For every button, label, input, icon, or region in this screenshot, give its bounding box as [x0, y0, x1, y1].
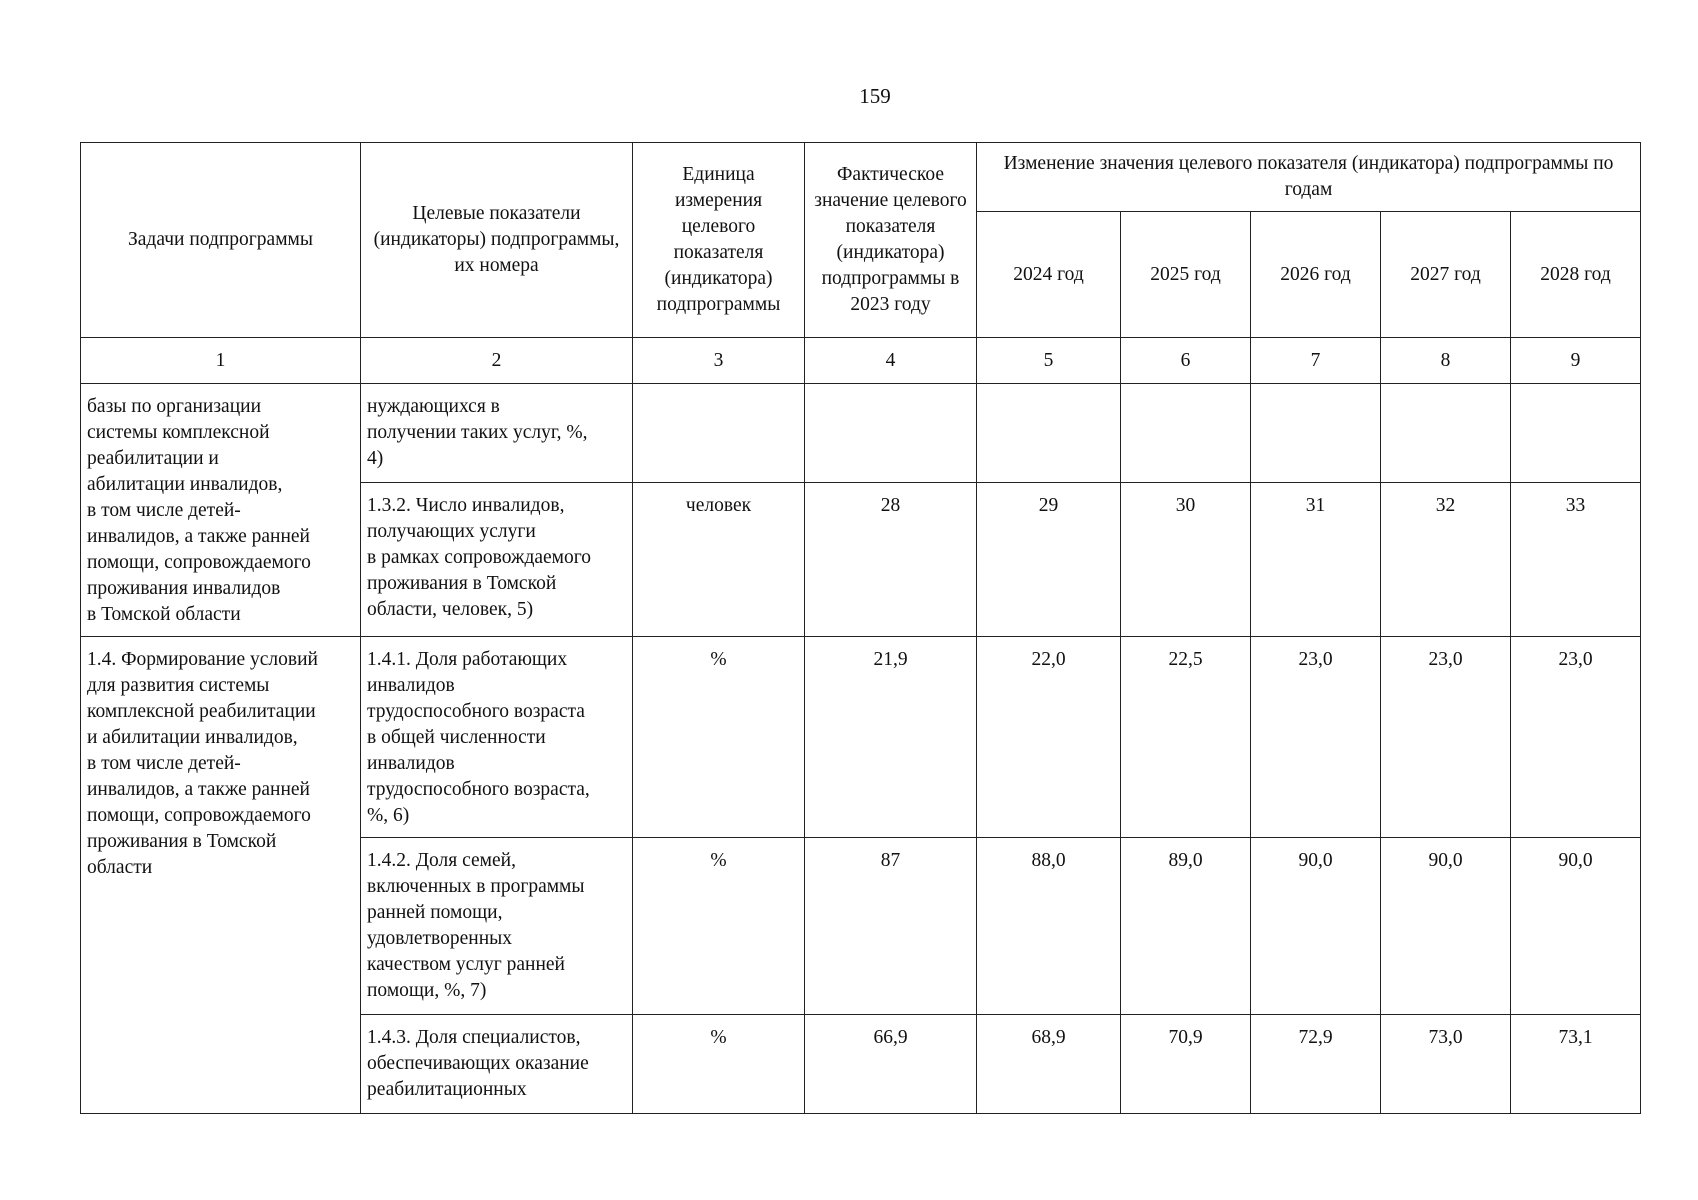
page-number: 159: [859, 84, 891, 108]
column-numbers-row: [81, 338, 1641, 384]
unit-cell: %: [633, 838, 805, 1015]
value-cell: 23,0: [1251, 637, 1381, 838]
unit-cell: %: [633, 637, 805, 838]
value-cell: 90,0: [1381, 838, 1511, 1015]
value-cell: 73,0: [1381, 1015, 1511, 1114]
value-cell: 33: [1511, 483, 1641, 637]
task-text: базы по организации системы комплексной реабилитации и абилитации инвалидов, в том числе детей- инвалидов, а также ранней помощи, сопровождаемого проживания инвалидов в Томской области: [87, 396, 311, 625]
header-year: 2024 год: [977, 212, 1121, 338]
unit-cell: человек: [633, 483, 805, 637]
indicator-cell: [361, 637, 633, 838]
indicator-text: 1.4.2. Доля семей, включенных в программы ранней помощи, удовлетворенных качеством услуг ранней помощи, %, 7): [367, 850, 585, 1001]
value-cell: 29: [977, 483, 1121, 637]
actual-cell: 66,9: [805, 1015, 977, 1114]
header-year: 2027 год: [1381, 212, 1511, 338]
indicator-text: 1.4.3. Доля специалистов, обеспечивающих оказание реабилитационных: [367, 1027, 589, 1100]
column-number: 6: [1121, 338, 1251, 384]
task-cell: [81, 384, 361, 637]
indicator-cell: [361, 483, 633, 637]
table-row: [81, 384, 1641, 483]
value-cell: 89,0: [1121, 838, 1251, 1015]
actual-cell: 87: [805, 838, 977, 1015]
indicator-text: 1.4.1. Доля работающих инвалидов трудоспособного возраста в общей численности инвалидов трудоспособного возраста, %, 6): [367, 649, 590, 826]
value-cell: [1251, 384, 1381, 483]
unit-cell: %: [633, 1015, 805, 1114]
value-cell: 70,9: [1121, 1015, 1251, 1114]
value-cell: 31: [1251, 483, 1381, 637]
task-cell: [81, 637, 361, 1114]
value-cell: 32: [1381, 483, 1511, 637]
column-number: 4: [805, 338, 977, 384]
header-year: 2025 год: [1121, 212, 1251, 338]
column-number: 7: [1251, 338, 1381, 384]
indicator-cell: [361, 838, 633, 1015]
actual-cell: 21,9: [805, 637, 977, 838]
value-cell: [1511, 384, 1641, 483]
column-number: 2: [361, 338, 633, 384]
value-cell: 68,9: [977, 1015, 1121, 1114]
value-cell: 73,1: [1511, 1015, 1641, 1114]
header-unit: Единица измерения целевого показателя (индикатора) подпрограммы: [633, 143, 805, 338]
column-number: 5: [977, 338, 1121, 384]
value-cell: [977, 384, 1121, 483]
column-number: 9: [1511, 338, 1641, 384]
indicators-table: [80, 142, 1641, 1114]
value-cell: 23,0: [1511, 637, 1641, 838]
header-indicators: Целевые показатели (индикаторы) подпрограммы, их номера: [361, 143, 633, 338]
actual-cell: 28: [805, 483, 977, 637]
value-cell: 90,0: [1511, 838, 1641, 1015]
value-cell: 72,9: [1251, 1015, 1381, 1114]
header-year: 2026 год: [1251, 212, 1381, 338]
unit-cell: [633, 384, 805, 483]
value-cell: 30: [1121, 483, 1251, 637]
task-text: 1.4. Формирование условий для развития системы комплексной реабилитации и абилитации инвалидов, в том числе детей- инвалидов, а также ранней помощи, сопровождаемого проживания в Томской области: [87, 649, 318, 878]
actual-cell: [805, 384, 977, 483]
value-cell: [1121, 384, 1251, 483]
value-cell: 22,5: [1121, 637, 1251, 838]
header-change: Изменение значения целевого показателя (индикатора) подпрограммы по годам: [977, 143, 1641, 212]
indicator-cell: [361, 1015, 633, 1114]
header-actual: Фактическое значение целевого показателя (индикатора) подпрограммы в 2023 году: [805, 143, 977, 338]
indicator-text: нуждающихся в получении таких услуг, %, 4): [367, 396, 588, 469]
table-row: [81, 637, 1641, 838]
value-cell: 88,0: [977, 838, 1121, 1015]
column-number: 1: [81, 338, 361, 384]
header-year: 2028 год: [1511, 212, 1641, 338]
indicator-cell: [361, 384, 633, 483]
value-cell: 23,0: [1381, 637, 1511, 838]
value-cell: 90,0: [1251, 838, 1381, 1015]
header-tasks: Задачи подпрограммы: [81, 143, 361, 338]
column-number: 8: [1381, 338, 1511, 384]
indicator-text: 1.3.2. Число инвалидов, получающих услуги в рамках сопровождаемого проживания в Томской области, человек, 5): [367, 495, 592, 620]
header-row: [81, 143, 1641, 212]
value-cell: [1381, 384, 1511, 483]
value-cell: 22,0: [977, 637, 1121, 838]
column-number: 3: [633, 338, 805, 384]
